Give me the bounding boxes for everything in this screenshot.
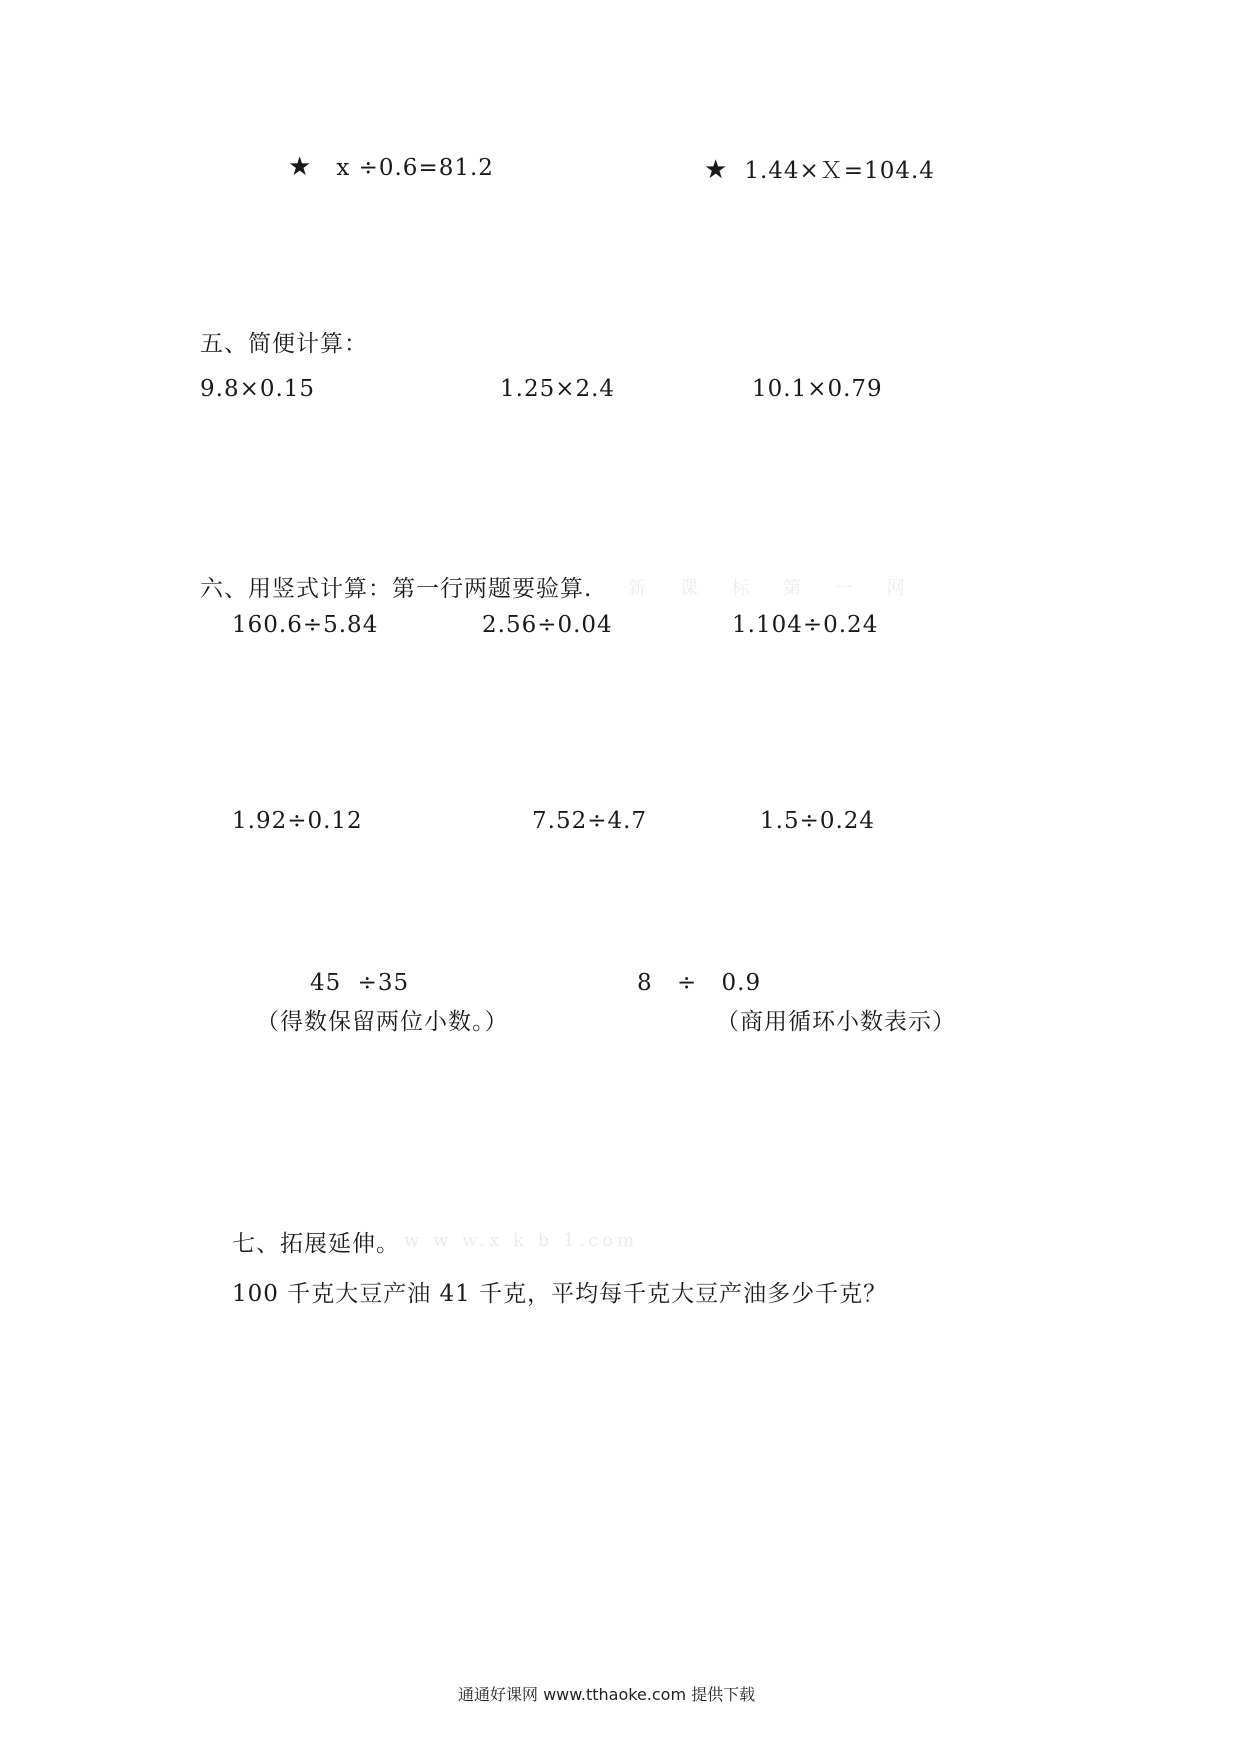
section-6-row3-note-2: （商用循环小数表示） <box>716 1009 956 1035</box>
watermark-url: w w w.x k b 1.com <box>404 1230 639 1251</box>
section-7-heading: 七、拓展延伸。 <box>232 1231 400 1257</box>
equation-left <box>288 152 494 182</box>
section-6-row2-problem-2: 7.52÷4.7 <box>532 808 648 834</box>
section-6-heading: 六、用竖式计算：第一行两题要验算. <box>200 576 593 602</box>
equation-right-text: 1.44×Ｘ=104.4 <box>744 158 935 184</box>
section-6-row3-problem-1: 45 ÷35 <box>310 970 410 996</box>
equation-left-text: x ÷0.6=81.2 <box>336 155 494 181</box>
section-6-row2-problem-3: 1.5÷0.24 <box>760 808 876 834</box>
section-6-row1-problem-3: 1.104÷0.24 <box>732 612 879 638</box>
equation-right <box>704 152 935 185</box>
star-icon: ★ <box>288 152 313 182</box>
section-5-problem-2: 1.25×2.4 <box>500 376 616 402</box>
section-6-row3-note-1: （得数保留两位小数。） <box>256 1009 509 1035</box>
star-icon: ★ <box>704 155 729 185</box>
section-7-question: 100 千克大豆产油 41 千克，平均每千克大豆产油多少千克？ <box>232 1281 888 1307</box>
section-6-row2-problem-1: 1.92÷0.12 <box>232 808 363 834</box>
footer-credit: 通通好课网 www.tthaoke.com 提供下载 <box>458 1685 756 1704</box>
section-5-problem-3: 10.1×0.79 <box>752 376 883 402</box>
section-5-problem-1: 9.8×0.15 <box>200 376 316 402</box>
section-6-row1-problem-2: 2.56÷0.04 <box>482 612 613 638</box>
section-5-heading: 五、简便计算： <box>200 331 368 357</box>
section-6-row3-problem-2: 8 ÷ 0.9 <box>637 970 762 996</box>
section-6-row1-problem-1: 160.6÷5.84 <box>232 612 379 638</box>
watermark-text: 新 课 标 第 一 网 <box>628 578 919 599</box>
